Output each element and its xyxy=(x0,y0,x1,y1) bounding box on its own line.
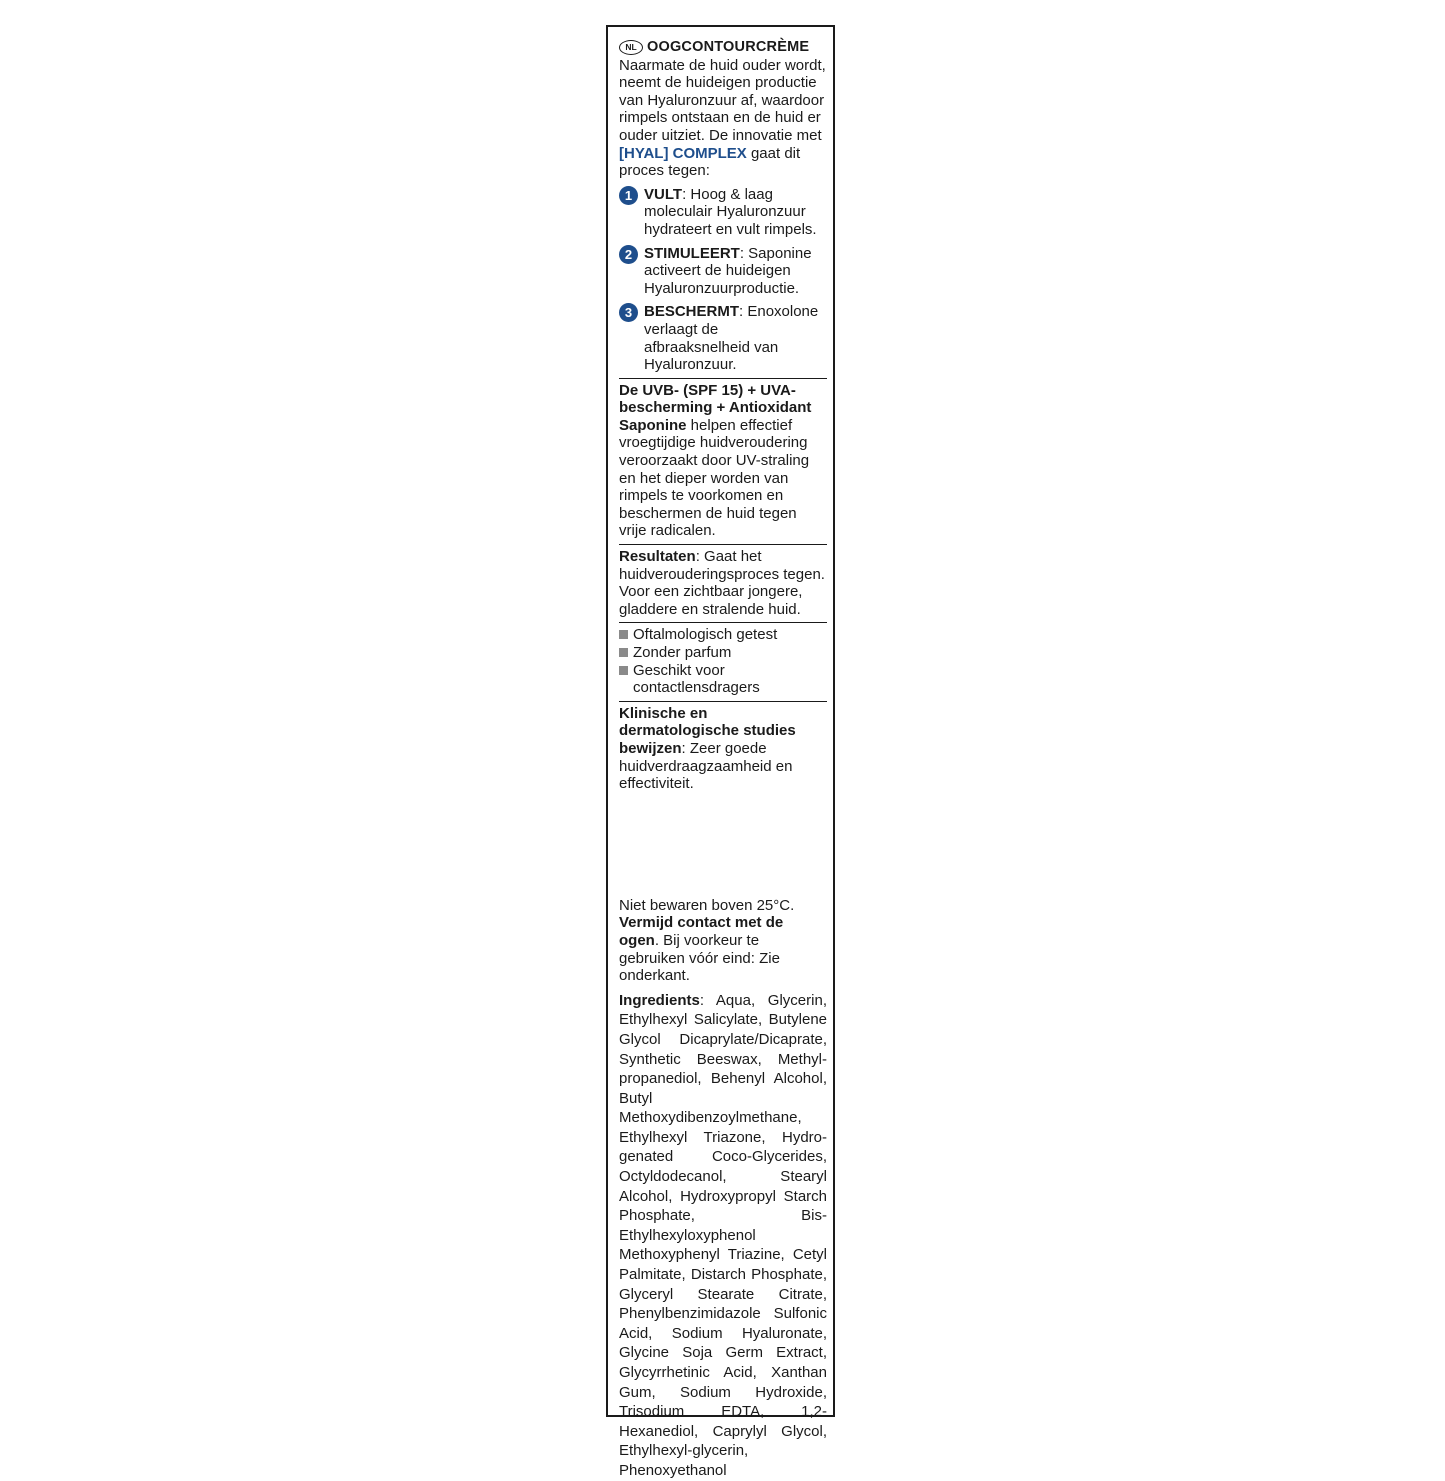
ingredients-list: : Aqua, Glycerin, Ethylhexyl Salicylate, Butylene Glycol Dicaprylate/Dicaprate, Synthetic Beeswax, Methyl-propanediol, Behenyl Alcohol, Butyl Methoxydibenzoylmethane, Ethylhexyl Triazone, Hydro-genated Coco-Glycerides, Octyldodecanol, Stearyl Alcohol, Hydroxypropyl Starch Phosphate, Bis-Ethylhexyloxyphenol Methoxyphenyl Triazine, Cetyl Palmitate, Distarch Phosphate, Glyceryl Stearate Citrate, Phenylbenzimidazole Sulfonic Acid, Sodium Hyaluronate, Glycine Soja Germ Extract, Glycyrrhetinic Acid, Xanthan Gum, Sodium Hydroxide, Trisodium EDTA, 1,2-Hexanediol, Caprylyl Glycol, Ethylhexyl-glycerin, Phenoxyethanol xyxy=(619,991,827,1479)
storage-text: Niet bewaren boven 25°C. xyxy=(619,896,795,914)
step-heading: STIMULEERT xyxy=(644,244,740,262)
storage-text-after: . Bij voorkeur te gebruiken vóór eind: Zie onderkant. xyxy=(619,931,780,985)
hyal-complex-accent: [HYAL] COMPLEX xyxy=(619,144,747,162)
intro-text: Naarmate de huid ouder wordt, neemt de huideigen productie van Hyaluronzuur af, waardoor rimpels ontstaan en de huid er ouder uitziet. De innovatie met xyxy=(619,56,826,144)
list-item xyxy=(619,644,827,662)
list-item xyxy=(619,662,827,697)
product-title: OOGCONTOURCRÈME xyxy=(647,39,810,55)
intro-text-after: gaat dit proces tegen: xyxy=(619,144,801,180)
step-heading: BESCHERMT xyxy=(644,303,740,321)
step-stimulates xyxy=(619,245,827,298)
eye-contact-warning: Vermijd contact met de ogen xyxy=(619,914,784,949)
square-bullet-icon xyxy=(619,630,628,639)
step-number-3-icon: 3 xyxy=(619,303,638,322)
step-text xyxy=(644,186,827,239)
results-heading: Resultaten xyxy=(619,548,696,566)
square-bullet-icon xyxy=(619,648,628,657)
step-description: : Enoxolone verlaagt de afbraaksnelheid van Hyaluronzuur. xyxy=(644,303,819,374)
studies-paragraph xyxy=(619,705,827,793)
step-number-1-icon: 1 xyxy=(619,186,638,205)
section-divider xyxy=(619,622,827,623)
claims-list xyxy=(619,626,827,696)
list-item-text: Zonder parfum xyxy=(633,644,732,661)
section-divider xyxy=(619,378,827,379)
step-number-2-icon: 2 xyxy=(619,245,638,264)
results-text: : Gaat het huidverouderingsproces tegen. Voor een zichtbaar jongere, gladdere en stralende huid. xyxy=(619,548,825,618)
list-item xyxy=(619,626,827,644)
studies-heading: Klinische en dermatologische studies bewijzen xyxy=(619,704,796,757)
section-divider xyxy=(619,701,827,702)
results-paragraph xyxy=(619,548,827,618)
step-heading: VULT xyxy=(644,185,683,203)
storage-paragraph xyxy=(619,897,827,985)
ingredients-label: Ingredients xyxy=(619,991,700,1009)
intro-paragraph xyxy=(619,57,827,180)
square-bullet-icon xyxy=(619,666,628,675)
step-text xyxy=(644,303,827,373)
language-badge: NL xyxy=(619,40,643,55)
step-protects xyxy=(619,303,827,373)
step-text xyxy=(644,245,827,298)
uv-protection-heading: De UVB- (SPF 15) + UVA-bescherming + Antioxidant Saponine xyxy=(619,381,812,434)
studies-text: : Zeer goede huidverdraagzaamheid en effectiviteit. xyxy=(619,739,793,793)
uv-protection-paragraph xyxy=(619,382,827,540)
ingredients-paragraph xyxy=(619,991,827,1481)
uv-protection-text: helpen effectief vroegtijdige huidveroudering veroorzaakt door UV-straling en het dieper worden van rimpels te voorkomen en beschermen de huid tegen vrije radicalen. xyxy=(619,416,810,540)
step-description: : Saponine activeert de huideigen Hyaluronzuurproductie. xyxy=(644,244,812,297)
section-divider xyxy=(619,544,827,545)
step-description: : Hoog & laag moleculair Hyaluronzuur hydrateert en vult rimpels. xyxy=(644,185,817,238)
title-row xyxy=(619,39,827,57)
list-item-text: Geschikt voor contactlensdragers xyxy=(633,661,760,697)
product-label-panel xyxy=(606,25,835,1479)
list-item-text: Oftalmologisch getest xyxy=(633,626,778,644)
step-fills xyxy=(619,186,827,239)
